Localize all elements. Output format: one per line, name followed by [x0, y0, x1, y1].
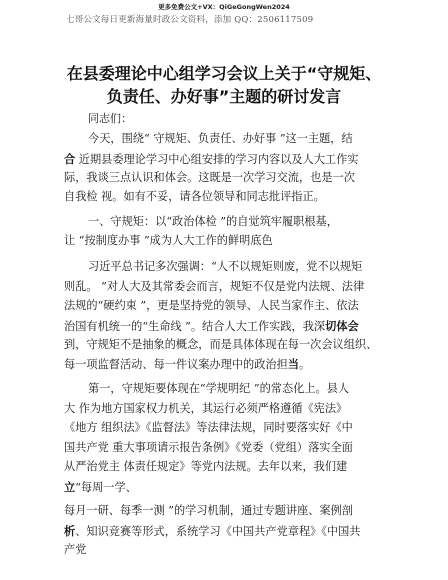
- body-text: 、知识竞赛等形式，系统学习《中国共产党章程》《中国共: [75, 525, 361, 538]
- body-line: 国共产党 重大事项请示报告条例》《党委（党组）落实全面: [64, 441, 353, 454]
- body-line: 《地方 组织法》《监督法》等法律法规，同时要落实好《中: [64, 421, 353, 434]
- body-line: [64, 357, 310, 372]
- emphasis-text: 析: [64, 524, 76, 538]
- emphasis-text: 合: [64, 152, 76, 166]
- emphasis-text: 立: [64, 480, 76, 494]
- body-line: 到，守规矩不是抽象的概念，而是具体体现在每一次会议组织、: [64, 338, 378, 351]
- body-line: 习近平总书记多次强调：“人不以规矩则废，党不以规矩: [88, 260, 363, 273]
- body-line: 从严治党主 体责任规定》等党内法规。去年以来，我们建: [64, 460, 348, 473]
- body-line: 自我检 视。如有不妥，请各位领导和同志批评指正。: [64, 190, 325, 203]
- body-text: 近期县委理论学习中心组安排的学习内容以及人大工作实: [75, 153, 359, 166]
- body-line: 今天，围绕“ 守规矩、负责任、办好事 ”这一主题，结: [88, 132, 353, 145]
- body-line: 第一，守规矩要体现在“学规明纪 ”的常态化上。县人: [88, 382, 350, 395]
- body-text: 治国有机统一的“生命线 ”。结合人大工作实践，我深: [64, 320, 326, 333]
- emphasis-text: 当: [287, 357, 299, 371]
- body-line: [64, 319, 359, 334]
- promo-banner: 更多免费公文+VX：QiGeGongWen2024: [158, 3, 290, 11]
- title-line-1: 在县委理论中心组学习会议上关于“守规矩、: [66, 64, 382, 83]
- salutation: 同志们：: [88, 112, 132, 125]
- section-heading-line: 一、守规矩：以“政治体检 ”的自觉筑牢履职根基，: [88, 215, 338, 228]
- body-line: [64, 480, 137, 495]
- body-line: 大 作为地方国家权力机关，其运行必须严格遵循《宪法》: [64, 402, 348, 415]
- body-line: 产党: [64, 543, 87, 556]
- header-note: 七哥公文每日更新海量时政公文资料，添加 QQ：2506117509: [66, 15, 314, 25]
- body-line: 则乱。 ”对人大及其常委会而言，规矩不仅是党内法规、法律: [64, 280, 365, 293]
- body-line: 法规的“硬约束 ”，更是坚持党的领导、人民当家作主、依法: [64, 299, 359, 312]
- emphasis-text: 切体会: [325, 319, 359, 333]
- body-line: 际，我谈三点认识和体会。这既是一次学习交流，也是一次: [64, 171, 355, 184]
- section-heading-line: 让 “按制度办事 ”成为人大工作的鲜明底色: [64, 234, 273, 247]
- body-line: [64, 152, 358, 167]
- body-line: 每月一研、每季一测 ”的学习机制，通过专题讲座、案例剖: [64, 504, 353, 517]
- title-line-2: 负责任、办好事”主题的研讨发言: [106, 87, 342, 106]
- body-text: 。: [298, 358, 311, 371]
- body-text: “每周一学、: [75, 481, 137, 494]
- document-title: [40, 62, 408, 108]
- body-text: 每一项监督活动、每一件议案办理中的政治担: [64, 358, 288, 371]
- body-line: [64, 524, 360, 539]
